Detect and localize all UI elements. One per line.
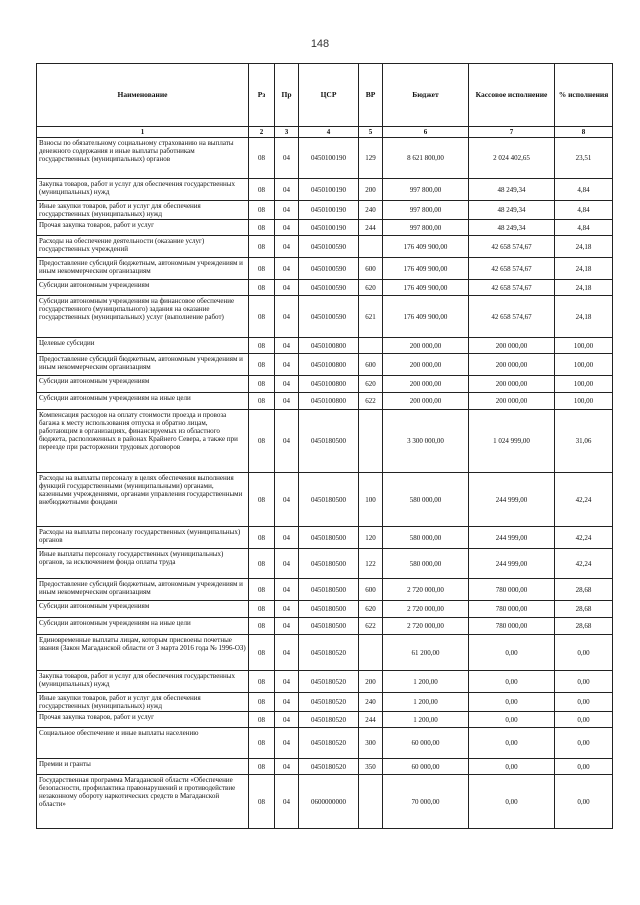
cell-cash: 0,00 (469, 759, 555, 775)
cell-rz: 08 (249, 618, 275, 635)
cell-name: Предоставление субсидий бюджетным, автономным учреждениям и иным некоммерческим организациям (37, 354, 249, 376)
cell-csr: 0450180500 (299, 527, 359, 549)
cell-vr (359, 236, 383, 258)
header-pr: Пр (275, 64, 299, 127)
cell-cash: 0,00 (469, 712, 555, 728)
cell-csr: 0450180520 (299, 671, 359, 693)
cell-pct: 42,24 (555, 473, 613, 527)
cell-csr: 0450180520 (299, 759, 359, 775)
cell-name: Социальное обеспечение и иные выплаты населению (37, 728, 249, 759)
cell-vr: 200 (359, 179, 383, 201)
cell-name: Предоставление субсидий бюджетным, автономным учреждениям и иным некоммерческим организациям (37, 258, 249, 280)
cell-vr: 622 (359, 393, 383, 410)
table-row (37, 712, 613, 728)
cell-cash: 0,00 (469, 775, 555, 829)
cell-cash: 0,00 (469, 671, 555, 693)
cell-rz: 08 (249, 549, 275, 579)
column-number: 8 (555, 127, 613, 138)
cell-rz: 08 (249, 527, 275, 549)
cell-vr: 622 (359, 618, 383, 635)
cell-rz: 08 (249, 759, 275, 775)
cell-cash: 48 249,34 (469, 220, 555, 236)
cell-rz: 08 (249, 236, 275, 258)
cell-pct: 4,84 (555, 179, 613, 201)
cell-budget: 997 800,00 (383, 201, 469, 220)
cell-cash: 42 658 574,67 (469, 280, 555, 296)
cell-vr: 244 (359, 712, 383, 728)
cell-rz: 08 (249, 376, 275, 393)
cell-name: Субсидии автономным учреждениям на иные цели (37, 618, 249, 635)
cell-name: Субсидии автономным учреждениям (37, 280, 249, 296)
table-row (37, 618, 613, 635)
cell-pct: 28,68 (555, 579, 613, 601)
cell-csr: 0450180500 (299, 410, 359, 473)
cell-vr: 620 (359, 280, 383, 296)
cell-cash: 200 000,00 (469, 354, 555, 376)
cell-pct: 100,00 (555, 338, 613, 354)
cell-vr: 122 (359, 549, 383, 579)
cell-cash: 0,00 (469, 728, 555, 759)
cell-name: Иные закупки товаров, работ и услуг для обеспечения государственных (муниципальных) нужд (37, 693, 249, 712)
table-row (37, 635, 613, 671)
cell-rz: 08 (249, 635, 275, 671)
cell-cash: 0,00 (469, 693, 555, 712)
cell-cash: 244 999,00 (469, 473, 555, 527)
cell-pr: 04 (275, 354, 299, 376)
cell-csr: 0450100800 (299, 393, 359, 410)
cell-csr: 0450100190 (299, 201, 359, 220)
cell-budget: 1 200,00 (383, 712, 469, 728)
cell-vr: 620 (359, 601, 383, 618)
cell-pct: 31,06 (555, 410, 613, 473)
cell-pr: 04 (275, 671, 299, 693)
cell-vr: 600 (359, 579, 383, 601)
cell-pct: 42,24 (555, 549, 613, 579)
cell-name: Прочая закупка товаров, работ и услуг (37, 712, 249, 728)
cell-pr: 04 (275, 296, 299, 338)
cell-cash: 780 000,00 (469, 601, 555, 618)
cell-cash: 1 024 999,00 (469, 410, 555, 473)
cell-budget: 200 000,00 (383, 354, 469, 376)
cell-csr: 0450180500 (299, 601, 359, 618)
cell-pr: 04 (275, 338, 299, 354)
cell-pr: 04 (275, 410, 299, 473)
cell-cash: 0,00 (469, 635, 555, 671)
cell-name: Субсидии автономным учреждениям на иные цели (37, 393, 249, 410)
cell-budget: 580 000,00 (383, 527, 469, 549)
cell-name: Предоставление субсидий бюджетным, автономным учреждениям и иным некоммерческим организациям (37, 579, 249, 601)
cell-pct: 100,00 (555, 393, 613, 410)
cell-pct: 4,84 (555, 201, 613, 220)
table-row (37, 728, 613, 759)
table-row (37, 393, 613, 410)
cell-budget: 60 000,00 (383, 728, 469, 759)
cell-budget: 580 000,00 (383, 473, 469, 527)
cell-pct: 0,00 (555, 759, 613, 775)
cell-pct: 0,00 (555, 671, 613, 693)
cell-rz: 08 (249, 712, 275, 728)
column-number: 3 (275, 127, 299, 138)
cell-name: Закупка товаров, работ и услуг для обеспечения государственных (муниципальных) нужд (37, 179, 249, 201)
cell-rz: 08 (249, 579, 275, 601)
cell-pr: 04 (275, 179, 299, 201)
cell-pr: 04 (275, 258, 299, 280)
cell-rz: 08 (249, 258, 275, 280)
cell-budget: 70 000,00 (383, 775, 469, 829)
cell-pct: 24,18 (555, 258, 613, 280)
page-number: 148 (310, 38, 330, 50)
table-row (37, 473, 613, 527)
column-number: 1 (37, 127, 249, 138)
cell-vr: 100 (359, 473, 383, 527)
table-body (37, 138, 613, 829)
header-row (37, 64, 613, 127)
table-row (37, 338, 613, 354)
cell-budget: 2 720 000,00 (383, 601, 469, 618)
cell-budget: 200 000,00 (383, 338, 469, 354)
cell-name: Целевые субсидии (37, 338, 249, 354)
cell-vr: 200 (359, 671, 383, 693)
cell-cash: 244 999,00 (469, 549, 555, 579)
budget-table (36, 63, 613, 829)
cell-vr: 621 (359, 296, 383, 338)
cell-pct: 24,18 (555, 296, 613, 338)
cell-pct: 4,84 (555, 220, 613, 236)
cell-csr: 0450100590 (299, 296, 359, 338)
cell-name: Государственная программа Магаданской области «Обеспечение безопасности, профилактика правонарушений и противодействие незаконному обороту наркотических средств в Магаданской области» (37, 775, 249, 829)
header-csr: ЦСР (299, 64, 359, 127)
cell-pr: 04 (275, 220, 299, 236)
cell-vr: 120 (359, 527, 383, 549)
cell-cash: 42 658 574,67 (469, 296, 555, 338)
cell-vr: 350 (359, 759, 383, 775)
cell-vr: 129 (359, 138, 383, 179)
header-vr: ВР (359, 64, 383, 127)
cell-csr: 0450100590 (299, 236, 359, 258)
cell-pct: 0,00 (555, 775, 613, 829)
cell-rz: 08 (249, 354, 275, 376)
cell-name: Взносы по обязательному социальному страхованию на выплаты денежного содержания и иные выплаты работникам государственных (муниципальных) органов (37, 138, 249, 179)
cell-name: Иные закупки товаров, работ и услуг для обеспечения государственных (муниципальных) нужд (37, 201, 249, 220)
table-row (37, 236, 613, 258)
cell-rz: 08 (249, 280, 275, 296)
cell-rz: 08 (249, 220, 275, 236)
cell-csr: 0450100590 (299, 280, 359, 296)
cell-pct: 0,00 (555, 693, 613, 712)
cell-csr: 0450100800 (299, 338, 359, 354)
column-number-row (37, 127, 613, 138)
cell-budget: 997 800,00 (383, 179, 469, 201)
cell-vr (359, 410, 383, 473)
cell-name: Расходы на выплаты персоналу в целях обеспечения выполнения функций государственными (муниципальными) органами, казенными учреждениями, органами управления государственными внебюджетными фондами (37, 473, 249, 527)
cell-vr: 300 (359, 728, 383, 759)
table-row (37, 296, 613, 338)
cell-name: Прочая закупка товаров, работ и услуг (37, 220, 249, 236)
table-row (37, 179, 613, 201)
cell-vr: 244 (359, 220, 383, 236)
cell-pr: 04 (275, 601, 299, 618)
column-number: 2 (249, 127, 275, 138)
table-row (37, 280, 613, 296)
cell-csr: 0450180520 (299, 693, 359, 712)
cell-csr: 0450100190 (299, 220, 359, 236)
cell-name: Единовременные выплаты лицам, которым присвоены почетные звания (Закон Магаданской области от 3 марта 2016 года № 1996-ОЗ) (37, 635, 249, 671)
table-row (37, 759, 613, 775)
cell-rz: 08 (249, 179, 275, 201)
cell-csr: 0450100190 (299, 138, 359, 179)
cell-vr: 240 (359, 693, 383, 712)
cell-pr: 04 (275, 473, 299, 527)
cell-pct: 100,00 (555, 354, 613, 376)
cell-budget: 997 800,00 (383, 220, 469, 236)
cell-pct: 0,00 (555, 635, 613, 671)
column-number: 6 (383, 127, 469, 138)
table-row (37, 579, 613, 601)
cell-pr: 04 (275, 712, 299, 728)
cell-cash: 780 000,00 (469, 579, 555, 601)
header-budget: Бюджет (383, 64, 469, 127)
cell-pct: 28,68 (555, 618, 613, 635)
cell-vr: 600 (359, 354, 383, 376)
cell-vr: 240 (359, 201, 383, 220)
cell-csr: 0450180520 (299, 712, 359, 728)
cell-budget: 3 300 000,00 (383, 410, 469, 473)
cell-rz: 08 (249, 138, 275, 179)
cell-pr: 04 (275, 635, 299, 671)
cell-vr (359, 635, 383, 671)
cell-budget: 60 000,00 (383, 759, 469, 775)
cell-name: Компенсация расходов на оплату стоимости проезда и провоза багажа к месту использования отпуска и обратно лицам, работающим в организациях, финансируемых из областного бюджета, расположенных в районах Крайнего Севера, а также при переезде при расторжении трудовых договоров (37, 410, 249, 473)
cell-name: Премии и гранты (37, 759, 249, 775)
header-rz: Рз (249, 64, 275, 127)
cell-csr: 0450180520 (299, 635, 359, 671)
cell-csr: 0450100590 (299, 258, 359, 280)
cell-pr: 04 (275, 728, 299, 759)
cell-cash: 200 000,00 (469, 393, 555, 410)
header-pct: % исполнения (555, 64, 613, 127)
cell-pr: 04 (275, 393, 299, 410)
cell-vr (359, 775, 383, 829)
table-row (37, 775, 613, 829)
cell-budget: 176 409 900,00 (383, 280, 469, 296)
cell-pct: 28,68 (555, 601, 613, 618)
cell-pr: 04 (275, 527, 299, 549)
table-row (37, 601, 613, 618)
cell-name: Субсидии автономным учреждениям на финансовое обеспечение государственного (муниципального) задания на оказание государственных (муниципальных) услуг (выполнение работ) (37, 296, 249, 338)
cell-name: Субсидии автономным учреждениям (37, 601, 249, 618)
cell-pct: 0,00 (555, 712, 613, 728)
table-row (37, 138, 613, 179)
cell-pr: 04 (275, 759, 299, 775)
cell-cash: 48 249,34 (469, 201, 555, 220)
table-row (37, 354, 613, 376)
table-row (37, 527, 613, 549)
cell-budget: 8 621 800,00 (383, 138, 469, 179)
cell-csr: 0450180520 (299, 728, 359, 759)
cell-pr: 04 (275, 549, 299, 579)
cell-rz: 08 (249, 671, 275, 693)
table-row (37, 220, 613, 236)
cell-pr: 04 (275, 618, 299, 635)
table-row (37, 549, 613, 579)
cell-csr: 0450100800 (299, 376, 359, 393)
cell-rz: 08 (249, 473, 275, 527)
cell-budget: 61 200,00 (383, 635, 469, 671)
cell-budget: 1 200,00 (383, 671, 469, 693)
cell-pr: 04 (275, 201, 299, 220)
cell-cash: 780 000,00 (469, 618, 555, 635)
cell-pct: 24,18 (555, 236, 613, 258)
cell-pr: 04 (275, 280, 299, 296)
cell-name: Иные выплаты персоналу государственных (муниципальных) органов, за исключением фонда оплаты труда (37, 549, 249, 579)
cell-csr: 0600000000 (299, 775, 359, 829)
cell-vr: 600 (359, 258, 383, 280)
cell-cash: 42 658 574,67 (469, 258, 555, 280)
cell-rz: 08 (249, 201, 275, 220)
table-row (37, 671, 613, 693)
cell-budget: 1 200,00 (383, 693, 469, 712)
table-row (37, 693, 613, 712)
cell-cash: 244 999,00 (469, 527, 555, 549)
header-name: Наименование (37, 64, 249, 127)
cell-rz: 08 (249, 410, 275, 473)
cell-pct: 24,18 (555, 280, 613, 296)
cell-csr: 0450100800 (299, 354, 359, 376)
cell-rz: 08 (249, 775, 275, 829)
cell-rz: 08 (249, 693, 275, 712)
cell-rz: 08 (249, 601, 275, 618)
header-cash: Кассовое исполнение (469, 64, 555, 127)
cell-pct: 100,00 (555, 376, 613, 393)
cell-pct: 0,00 (555, 728, 613, 759)
cell-csr: 0450180500 (299, 618, 359, 635)
cell-cash: 200 000,00 (469, 376, 555, 393)
cell-budget: 176 409 900,00 (383, 236, 469, 258)
cell-vr (359, 338, 383, 354)
cell-cash: 2 024 402,65 (469, 138, 555, 179)
cell-budget: 176 409 900,00 (383, 296, 469, 338)
cell-rz: 08 (249, 393, 275, 410)
cell-pr: 04 (275, 138, 299, 179)
cell-budget: 176 409 900,00 (383, 258, 469, 280)
cell-rz: 08 (249, 338, 275, 354)
cell-cash: 48 249,34 (469, 179, 555, 201)
cell-budget: 200 000,00 (383, 393, 469, 410)
cell-csr: 0450180500 (299, 473, 359, 527)
table-row (37, 376, 613, 393)
column-number: 7 (469, 127, 555, 138)
cell-pr: 04 (275, 579, 299, 601)
cell-name: Расходы на выплаты персоналу государственных (муниципальных) органов (37, 527, 249, 549)
table-row (37, 201, 613, 220)
cell-name: Расходы на обеспечение деятельности (оказание услуг) государственных учреждений (37, 236, 249, 258)
table-row (37, 258, 613, 280)
cell-cash: 42 658 574,67 (469, 236, 555, 258)
cell-vr: 620 (359, 376, 383, 393)
column-number: 5 (359, 127, 383, 138)
column-number: 4 (299, 127, 359, 138)
cell-rz: 08 (249, 728, 275, 759)
cell-name: Субсидии автономным учреждениям (37, 376, 249, 393)
table-row (37, 410, 613, 473)
cell-pct: 23,51 (555, 138, 613, 179)
cell-pct: 42,24 (555, 527, 613, 549)
cell-budget: 2 720 000,00 (383, 618, 469, 635)
cell-csr: 0450100190 (299, 179, 359, 201)
cell-cash: 200 000,00 (469, 338, 555, 354)
cell-pr: 04 (275, 236, 299, 258)
cell-budget: 2 720 000,00 (383, 579, 469, 601)
cell-budget: 580 000,00 (383, 549, 469, 579)
cell-budget: 200 000,00 (383, 376, 469, 393)
cell-csr: 0450180500 (299, 549, 359, 579)
cell-name: Закупка товаров, работ и услуг для обеспечения государственных (муниципальных) нужд (37, 671, 249, 693)
cell-pr: 04 (275, 693, 299, 712)
cell-csr: 0450180500 (299, 579, 359, 601)
cell-rz: 08 (249, 296, 275, 338)
cell-pr: 04 (275, 376, 299, 393)
cell-pr: 04 (275, 775, 299, 829)
